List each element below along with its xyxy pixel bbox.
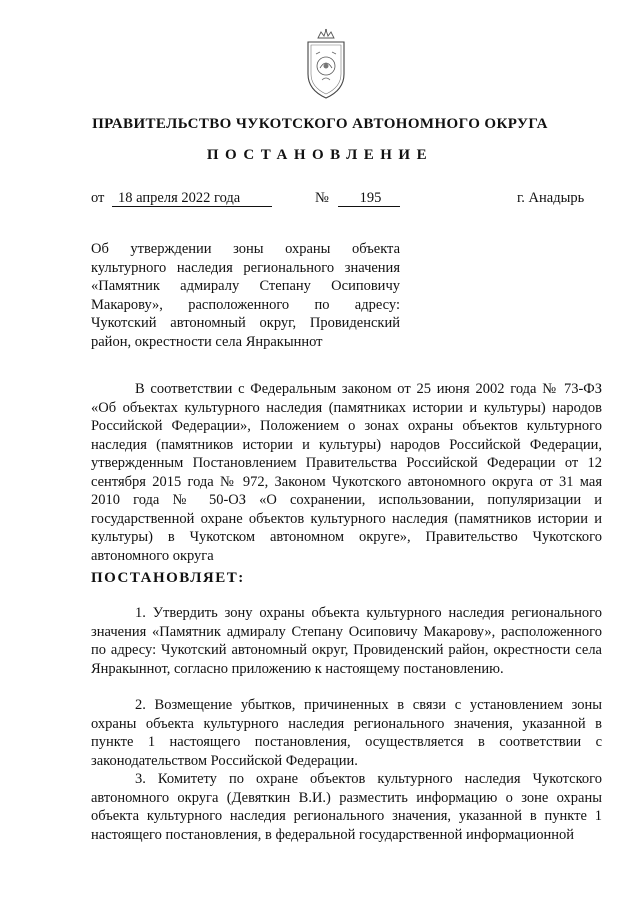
date-value: 18 апреля 2022 года xyxy=(112,191,272,207)
date-prefix: от xyxy=(91,190,105,206)
preamble: В соответствии с Федеральным законом от 25 июня 2002 года № 73-ФЗ «Об объектах культурного наследия (памятниках истории и культуры) народов Российской Федерации», Положением о зонах охраны объектов культурного наследия (памятников истории и культуры) народов Российской Федерации, утвержденным Постановлением Правительства Российской Федерации от 12 сентября 2015 года № 972, Законом Чукотского автономного округа от 31 мая 2010 года № 50-ОЗ «О сохранении, использовании, популяризации и государственной охране объектов культурного наследия (памятников истории и культуры) в Чукотском автономном округе», Правительство Чукотского автономного округа xyxy=(91,381,602,564)
clause-2: 2. Возмещение убытков, причиненных в связи с установлением зоны охраны объекта культурного наследия регионального значения, указанной в пункте 1 настоящего постановления, осуществляется в соответствии с законодательством Российской Федерации. xyxy=(91,697,602,769)
place: г. Анадырь xyxy=(517,190,585,206)
clause-3: 3. Комитету по охране объектов культурного наследия Чукотского автономного округа (Девяткин В.И.) разместить информацию о зоне охраны объекта культурного наследия регионального значения, указанной в пункте 1 настоящего постановления, в федеральной государственной информационной xyxy=(91,771,602,843)
clause-1: 1. Утвердить зону охраны объекта культурного наследия регионального значения «Памятник адмиралу Степану Осиповичу Макарову», расположенного по адресу: Чукотский автономный округ, Провиденский район, окрестности села Янракыннот, согласно приложению к настоящему постановлению. xyxy=(91,605,602,677)
number-field xyxy=(315,190,400,207)
date-field xyxy=(91,190,272,207)
document-subject: Об утверждении зоны охраны объекта культурного наследия регионального значения «Памятник адмиралу Степану Осиповичу Макарову», расположенного по адресу: Чукотский автономный округ, Провиденский район, окрестности села Янракыннот xyxy=(91,241,400,350)
number-prefix: № xyxy=(315,190,329,206)
resolves-heading: ПОСТАНОВЛЯЕТ: xyxy=(91,570,245,586)
government-title: ПРАВИТЕЛЬСТВО ЧУКОТСКОГО АВТОНОМНОГО ОКРУГА xyxy=(92,116,548,132)
number-value: 195 xyxy=(338,191,400,207)
coat-of-arms-icon xyxy=(302,28,350,102)
document-type: ПОСТАНОВЛЕНИЕ xyxy=(206,147,434,163)
